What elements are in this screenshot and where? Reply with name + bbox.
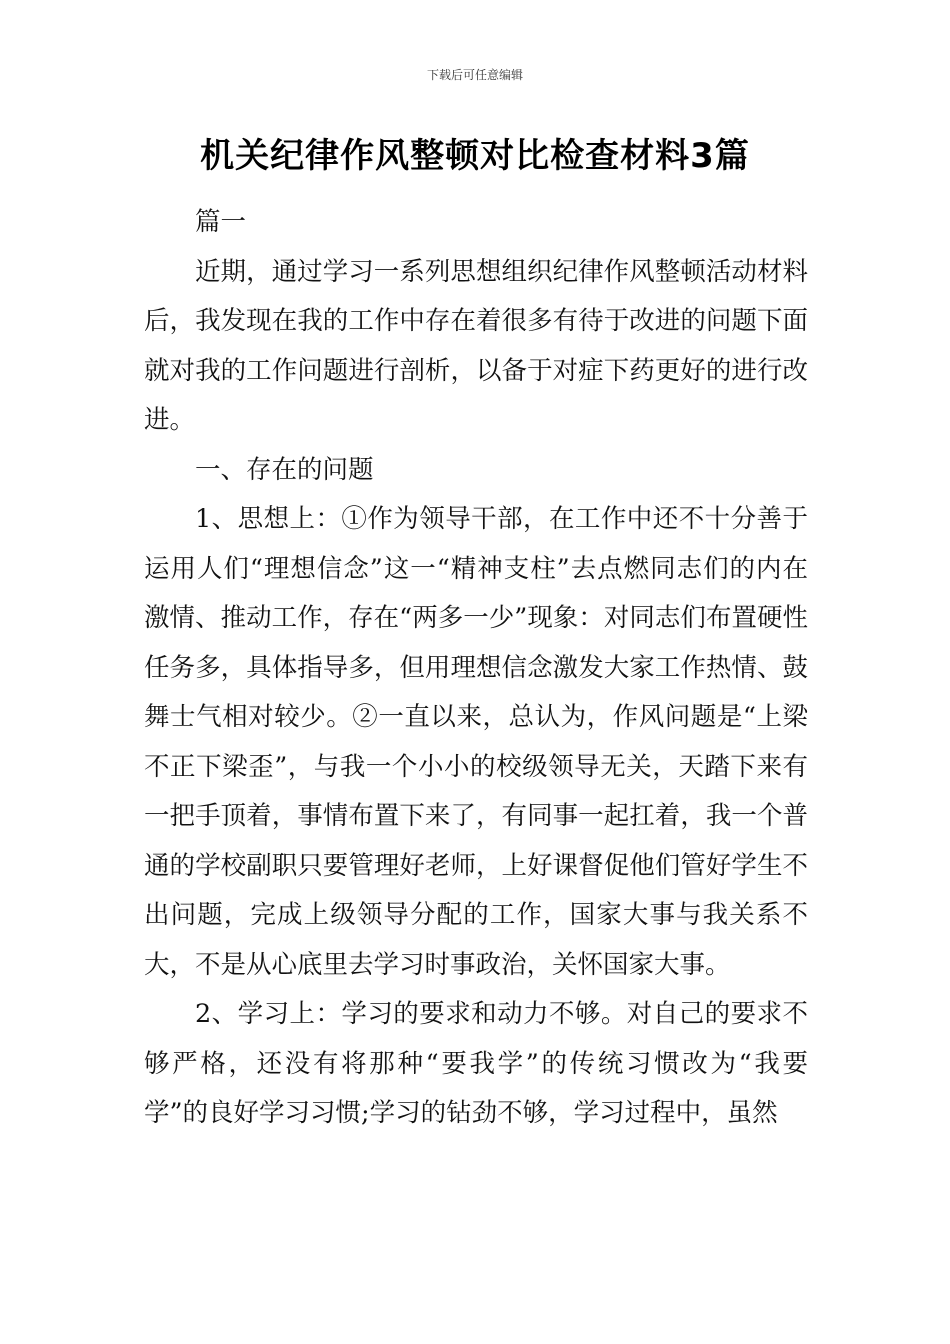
paragraph: 1、思想上：①作为领导干部，在工作中还不十分善于运用人们“理想信念”这一“精神支柱”去点燃同志们的内在激情、推动工作，存在“两多一少”现象：对同志们布置硬性任务多，具体指导多，但用理想信念激发大家工作热情、鼓舞士气相对较少。②一直以来，总认为，作风问题是“上梁不正下梁歪”，与我一个小小的校级领导无关，天踏下来有一把手顶着，事情布置下来了，有同事一起扛着，我一个普通的学校副职只要管理好老师，上好课督促他们管好学生不出问题，完成上级领导分配的工作，国家大事与我关系不大，不是从心底里去学习时事政治，关怀国家大事。 <box>144 504 808 980</box>
paragraph: 近期，通过学习一系列思想组织纪律作风整顿活动材料后，我发现在我的工作中存在着很多有待于改进的问题下面就对我的工作问题进行剖析，以备于对症下药更好的进行改进。 <box>144 256 808 435</box>
document-title: 机关纪律作风整顿对比检查材料3篇 <box>200 136 750 176</box>
document-body <box>144 198 808 1139</box>
header-note: 下载后可任意编辑 <box>426 68 523 82</box>
subsection-heading: 一、存在的问题 <box>195 454 374 485</box>
section-heading: 篇一 <box>195 207 247 237</box>
paragraph: 2、学习上：学习的要求和动力不够。对自己的要求不够严格，还没有将那种“要我学”的传统习惯改为“我要学”的良好学习习惯;学习的钻劲不够，学习过程中，虽然 <box>144 999 808 1128</box>
